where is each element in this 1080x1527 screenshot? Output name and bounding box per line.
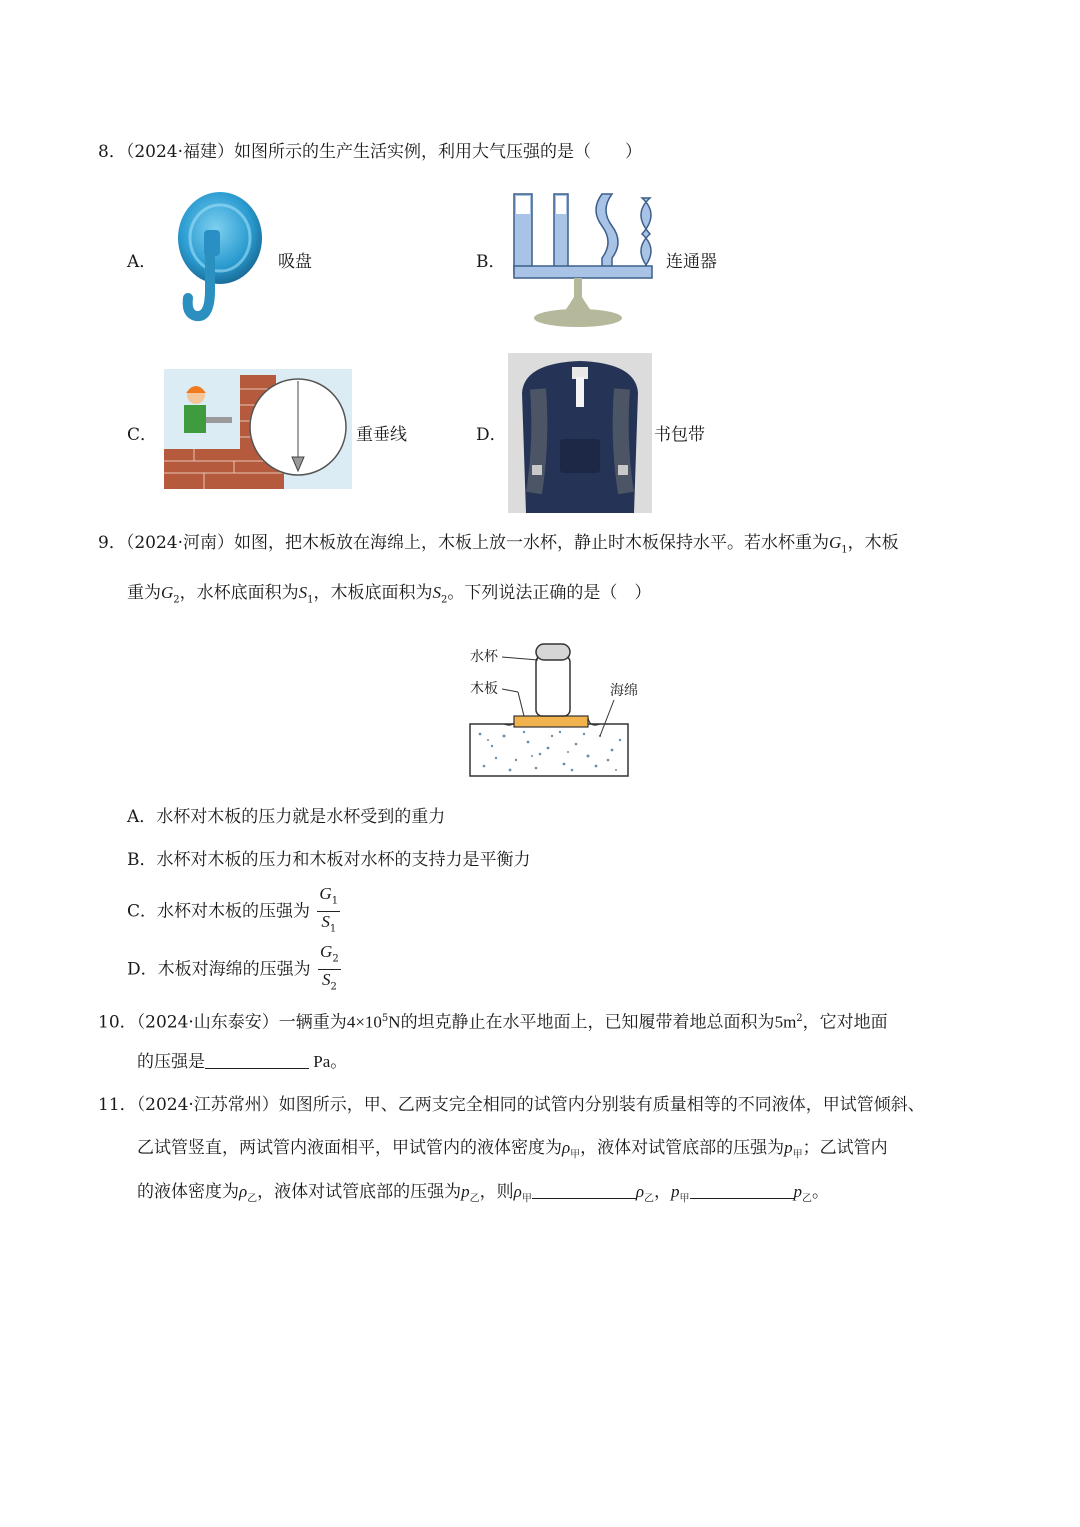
label-cup: 水杯 (470, 649, 498, 665)
q9-option-a: A．水杯对木板的压力就是水杯受到的重力 (127, 807, 446, 827)
answer-blank-q11-pressure[interactable] (690, 1180, 794, 1199)
q8-option-c-letter: C． (127, 425, 158, 445)
q8-option-b-letter: B． (476, 252, 506, 272)
connected-vessels-image (508, 190, 668, 330)
fraction-g1-s1: $\frac{G_1}{S_1}$ (319, 884, 339, 935)
label-board: 木板 (470, 681, 498, 697)
q9-stem-line2: 重为$G_2$，水杯底面积为$S_1$，木板底面积为$S_2$。下列说法正确的是（ ） (127, 583, 652, 606)
suction-cup-image (176, 190, 268, 330)
q8-option-c-label: 重垂线 (356, 425, 407, 445)
label-sponge: 海绵 (610, 683, 638, 699)
backpack-image (508, 353, 652, 513)
q11-stem-line1: 11．（2024·江苏常州）如图所示，甲、乙两支完全相同的试管内分别装有质量相等的不同液体，甲试管倾斜、 (98, 1095, 925, 1115)
q8-stem: 8．（2024·福建）如图所示的生产生活实例，利用大气压强的是（ ） (98, 142, 642, 162)
answer-blank-q11-density[interactable] (532, 1180, 636, 1199)
q11-stem-line2: 乙试管竖直，两试管内液面相平，甲试管内的液体密度为$\rho_甲$，液体对试管底部的压强为$p_甲$；乙试管内 (137, 1138, 888, 1161)
q9-stem-line1: 9．（2024·河南）如图，把木板放在海绵上，木板上放一水杯，静止时木板保持水平。若水杯重为$G_1$，木板 (98, 533, 899, 556)
q9-option-c: C．水杯对木板的压强为 $\frac{G_1}{S_1}$ (127, 884, 340, 940)
fraction-g2-s2: $\frac{G_2}{S_2}$ (320, 942, 339, 993)
q8-option-a-letter: A． (127, 252, 157, 272)
q11-stem-line3: 的液体密度为$\rho_乙$，液体对试管底部的压强为$p_乙$，则$\rho_甲$ $\rho_乙$，$p_甲$ $p_乙$。 (137, 1182, 830, 1205)
q8-option-b-label: 连通器 (666, 252, 717, 272)
q10-stem-line2: 的压强是 Pa。 (137, 1052, 348, 1072)
q9-option-b: B．水杯对木板的压力和木板对水杯的支持力是平衡力 (127, 850, 531, 870)
q8-option-d-label: 书包带 (654, 425, 705, 445)
q8-option-a-label: 吸盘 (278, 252, 312, 272)
q10-stem-line1: 10．（2024·山东泰安）一辆重为$4\times 10^5N$的坦克静止在水平地面上，已知履带着地总面积为$5m^2$，它对地面 (98, 1012, 888, 1033)
plumb-line-image (164, 369, 352, 489)
answer-blank-q10[interactable] (205, 1050, 309, 1069)
q8-option-d-letter: D． (476, 425, 507, 445)
q9-option-d: D．木板对海绵的压强为 $\frac{G_2}{S_2}$ (127, 942, 341, 998)
